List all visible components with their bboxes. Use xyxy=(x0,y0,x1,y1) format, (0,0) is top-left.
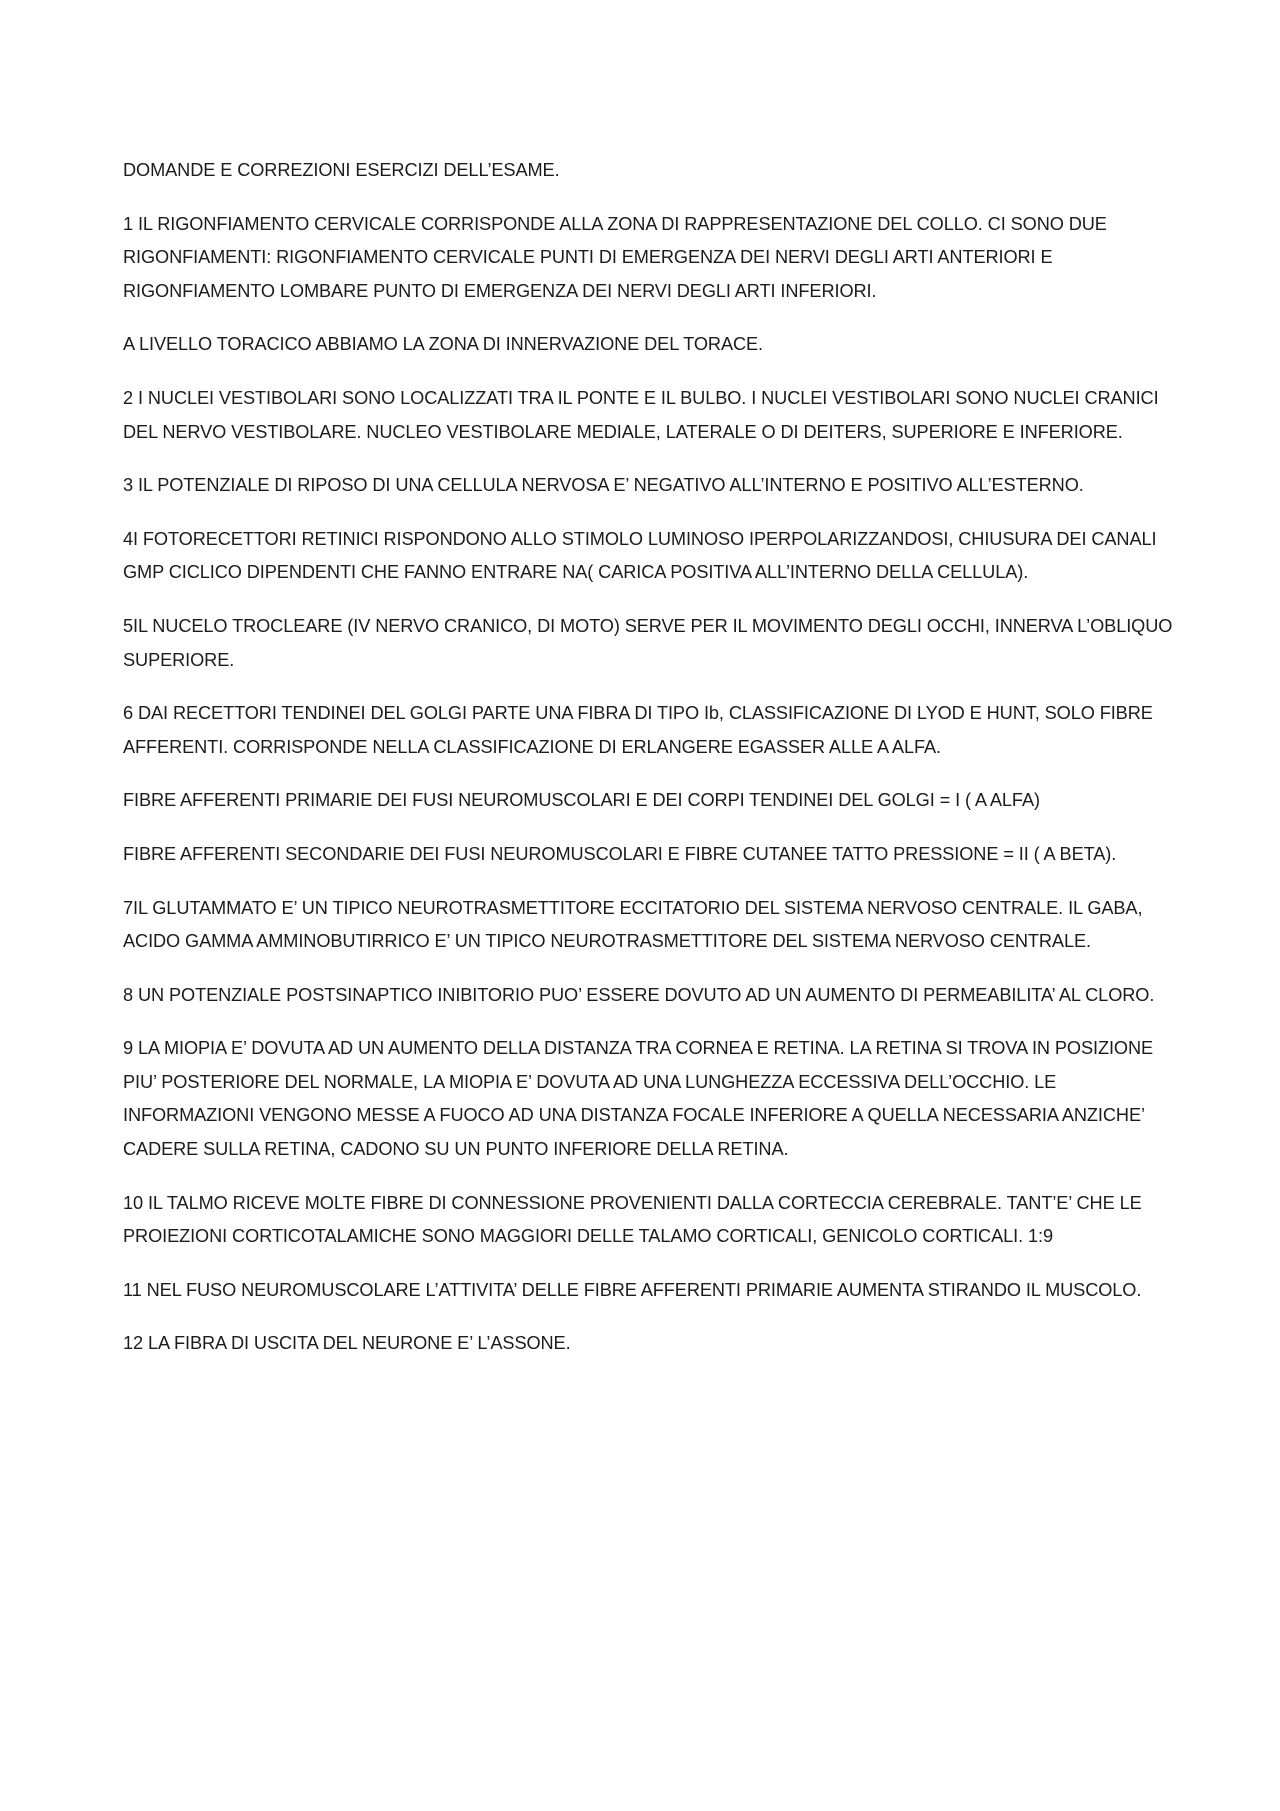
paragraph-11: 8 UN POTENZIALE POSTSINAPTICO INIBITORIO PUO’ ESSERE DOVUTO AD UN AUMENTO DI PERMEABILITA’ AL CLORO. xyxy=(123,984,1155,1005)
paragraph-15: 12 LA FIBRA DI USCITA DEL NEURONE E’ L’ASSONE. xyxy=(123,1333,571,1354)
paragraph-5: 4I FOTORECETTORI RETINICI RISPONDONO ALLO STIMOLO LUMINOSO IPERPOLARIZZANDOSI, CHIUSURA DEI CANALI GMP CICLICO DIPENDENTI CHE FANNO ENTRARE NA( CARICA POSITIVA ALL’INTERNO DELLA CELLULA). xyxy=(123,528,1157,583)
paragraph-8: FIBRE AFFERENTI PRIMARIE DEI FUSI NEUROMUSCOLARI E DEI CORPI TENDINEI DEL GOLGI = I ( A ALFA) xyxy=(123,790,1040,811)
paragraph-7: 6 DAI RECETTORI TENDINEI DEL GOLGI PARTE UNA FIBRA DI TIPO Ib, CLASSIFICAZIONE DI LYOD E HUNT, SOLO FIBRE AFFERENTI. CORRISPONDE NELLA CLASSIFICAZIONE DI ERLANGERE EGASSER ALLE A ALFA. xyxy=(123,703,1153,757)
paragraph-4: 3 IL POTENZIALE DI RIPOSO DI UNA CELLULA NERVOSA E’ NEGATIVO ALL’INTERNO E POSITIVO ALL’ESTERNO. xyxy=(123,475,1084,496)
document-title: DOMANDE E CORREZIONI ESERCIZI DELL’ESAME. xyxy=(123,160,560,180)
paragraph-13: 10 IL TALMO RICEVE MOLTE FIBRE DI CONNESSIONE PROVENIENTI DALLA CORTECCIA CEREBRALE. TANT’E’ CHE LE PROIEZIONI CORTICOTALAMICHE SONO MAGGIORI DELLE TALAMO CORTICALI, GENICOLO CORTICALI. 1:9 xyxy=(123,1192,1142,1247)
paragraph-9: FIBRE AFFERENTI SECONDARIE DEI FUSI NEUROMUSCOLARI E FIBRE CUTANEE TATTO PRESSIONE = II ( A BETA). xyxy=(123,843,1117,864)
document-body xyxy=(123,154,1173,1381)
paragraph-10: 7IL GLUTAMMATO E’ UN TIPICO NEUROTRASMETTITORE ECCITATORIO DEL SISTEMA NERVOSO CENTRALE. IL GABA, ACIDO GAMMA AMMINOBUTIRRICO E’ UN TIPICO NEUROTRASMETTITORE DEL SISTEMA NERVOSO CENTRALE. xyxy=(123,897,1143,952)
paragraph-1: 1 IL RIGONFIAMENTO CERVICALE CORRISPONDE ALLA ZONA DI RAPPRESENTAZIONE DEL COLLO. CI SONO DUE RIGONFIAMENTI: RIGONFIAMENTO CERVICALE PUNTI DI EMERGENZA DEI NERVI DEGLI ARTI ANTERIORI E RIGONFIAMENTO LOMBARE PUNTO DI EMERGENZA DEI NERVI DEGLI ARTI INFERIORI. xyxy=(123,213,1107,301)
paragraph-3: 2 I NUCLEI VESTIBOLARI SONO LOCALIZZATI TRA IL PONTE E IL BULBO. I NUCLEI VESTIBOLARI SONO NUCLEI CRANICI DEL NERVO VESTIBOLARE. NUCLEO VESTIBOLARE MEDIALE, LATERALE O DI DEITERS, SUPERIORE E INFERIORE. xyxy=(123,387,1159,442)
paragraph-6: 5IL NUCELO TROCLEARE (IV NERVO CRANICO, DI MOTO) SERVE PER IL MOVIMENTO DEGLI OCCHI, INNERVA L’OBLIQUO SUPERIORE. xyxy=(123,615,1173,670)
paragraph-12: 9 LA MIOPIA E’ DOVUTA AD UN AUMENTO DELLA DISTANZA TRA CORNEA E RETINA. LA RETINA SI TROVA IN POSIZIONE PIU’ POSTERIORE DEL NORMALE, LA MIOPIA E’ DOVUTA AD UNA LUNGHEZZA ECCESSIVA DELL’OCCHIO. LE INFORMAZIONI VENGONO MESSE A FUOCO AD UNA DISTANZA FOCALE INFERIORE A QUELLA NECESSARIA ANZICHE’ CADERE SULLA RETINA, CADONO SU UN PUNTO INFERIORE DELLA RETINA. xyxy=(123,1038,1154,1160)
paragraph-14: 11 NEL FUSO NEUROMUSCOLARE L’ATTIVITA’ DELLE FIBRE AFFERENTI PRIMARIE AUMENTA STIRANDO IL MUSCOLO. xyxy=(123,1279,1142,1300)
paragraph-2: A LIVELLO TORACICO ABBIAMO LA ZONA DI INNERVAZIONE DEL TORACE. xyxy=(123,334,763,355)
